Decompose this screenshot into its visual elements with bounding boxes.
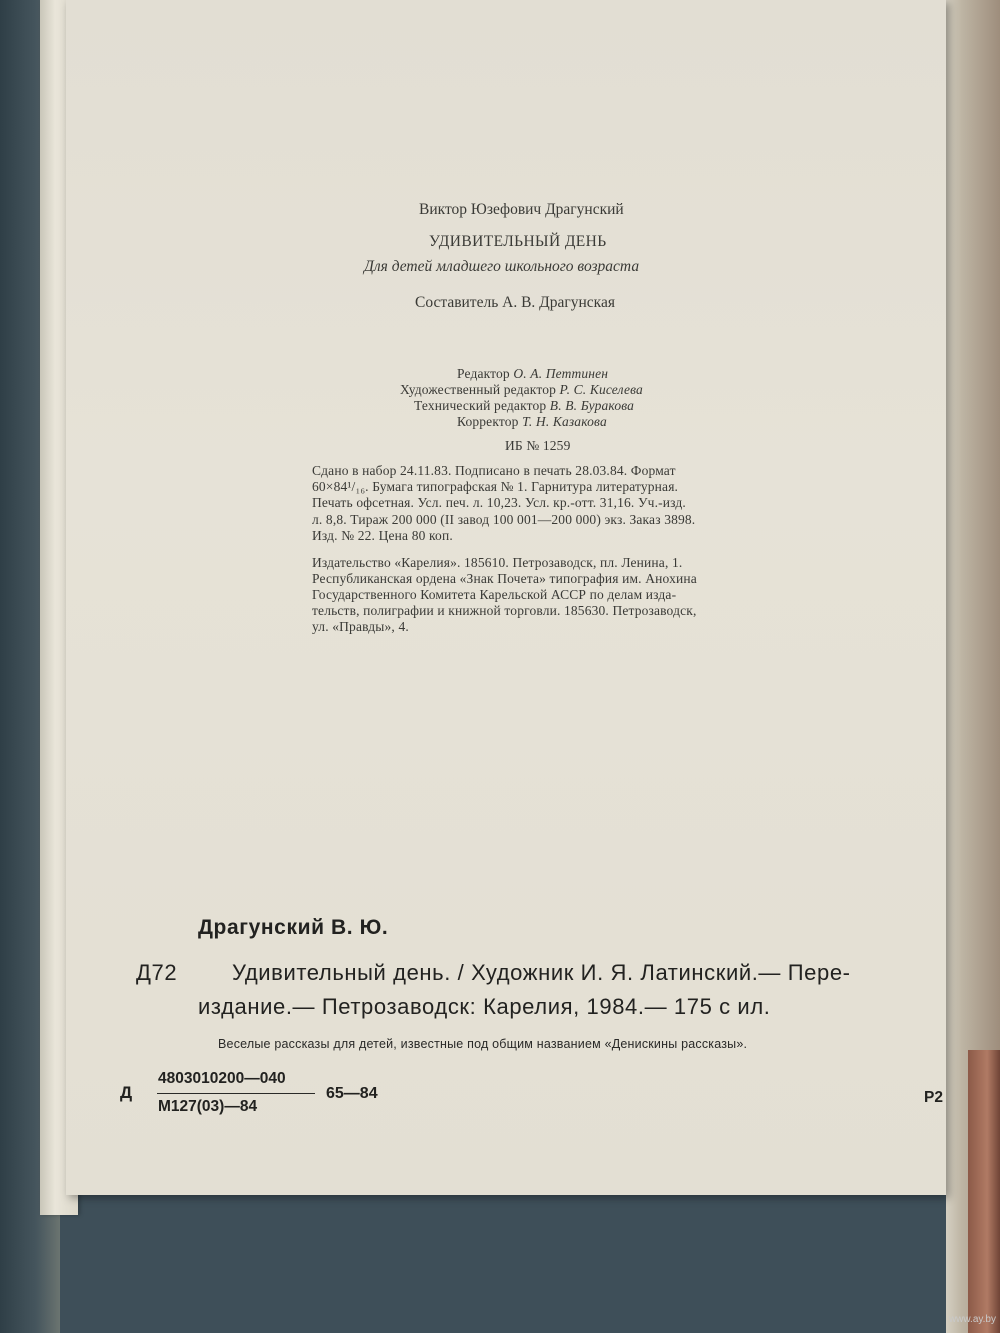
book-right-edge	[946, 0, 1000, 1333]
index-suffix: 65—84	[326, 1085, 378, 1102]
imprint-page	[66, 0, 946, 1195]
print-info-line: Печать офсетная. Усл. печ. л. 10,23. Усл. кр.-отт. 31,16. Уч.-изд.	[312, 495, 686, 510]
publisher-info-line: тельств, полиграфии и книжной торговли. 185630. Петрозаводск,	[312, 603, 697, 618]
staff-name: В. В. Буракова	[549, 398, 635, 413]
author-fullname: Виктор Юзефович Драгунский	[419, 201, 624, 218]
index-numerator: 4803010200—040	[158, 1070, 286, 1087]
catalog-author-heading: Драгунский В. Ю.	[198, 916, 389, 939]
print-info-line: Изд. № 22. Цена 80 коп.	[312, 528, 453, 543]
book-spine	[968, 1050, 1000, 1333]
print-info-line: л. 8,8. Тираж 200 000 (II завод 100 001—200 000) экз. Заказ 3898.	[312, 512, 696, 527]
print-info-line: 60×84¹/₁₆. Бумага типографская № 1. Гарнитура литературная.	[312, 479, 679, 494]
book-title: УДИВИТЕЛЬНЫЙ ДЕНЬ	[429, 233, 607, 250]
catalog-description-line: Удивительный день. / Художник И. Я. Латинский.— Пере-	[232, 960, 851, 985]
staff-name: О. А. Петтинен	[513, 366, 609, 381]
staff-role: Корректор	[457, 414, 519, 429]
staff-name: Т. Н. Казакова	[522, 414, 607, 429]
catalog-annotation: Веселые рассказы для детей, известные под общим названием «Денискины рассказы».	[218, 1037, 748, 1051]
ib-number: ИБ № 1259	[505, 438, 571, 453]
staff-proofreader	[457, 414, 607, 430]
print-info-line: Сдано в набор 24.11.83. Подписано в печать 28.03.84. Формат	[312, 463, 676, 478]
publisher-info-line: Издательство «Карелия». 185610. Петрозаводск, пл. Ленина, 1.	[312, 555, 683, 570]
index-letter: Д	[120, 1083, 133, 1102]
classification-code: Р2	[924, 1089, 943, 1106]
publisher-info-line: Республиканская ордена «Знак Почета» типография им. Анохина	[312, 571, 697, 586]
staff-editor	[457, 366, 608, 382]
staff-role: Редактор	[457, 366, 510, 381]
publisher-info-line: ул. «Правды», 4.	[312, 619, 409, 634]
staff-name: Р. С. Киселева	[559, 382, 643, 397]
staff-role: Технический редактор	[414, 398, 547, 413]
audience-note: Для детей младшего школьного возраста	[364, 258, 640, 275]
publisher-info-line: Государственного Комитета Карельской АССР по делам изда-	[312, 587, 677, 602]
index-fraction-bar	[157, 1093, 315, 1094]
staff-role: Художественный редактор	[400, 382, 556, 397]
catalog-code: Д72	[136, 960, 178, 985]
index-denominator: М127(03)—84	[158, 1098, 258, 1115]
catalog-description-line: издание.— Петрозаводск: Карелия, 1984.— 175 с ил.	[198, 994, 771, 1019]
staff-art-editor	[400, 382, 643, 398]
staff-tech-editor	[414, 398, 634, 414]
watermark: www.ay.by	[948, 1314, 996, 1325]
compiler-line: Составитель А. В. Драгунская	[415, 294, 615, 311]
